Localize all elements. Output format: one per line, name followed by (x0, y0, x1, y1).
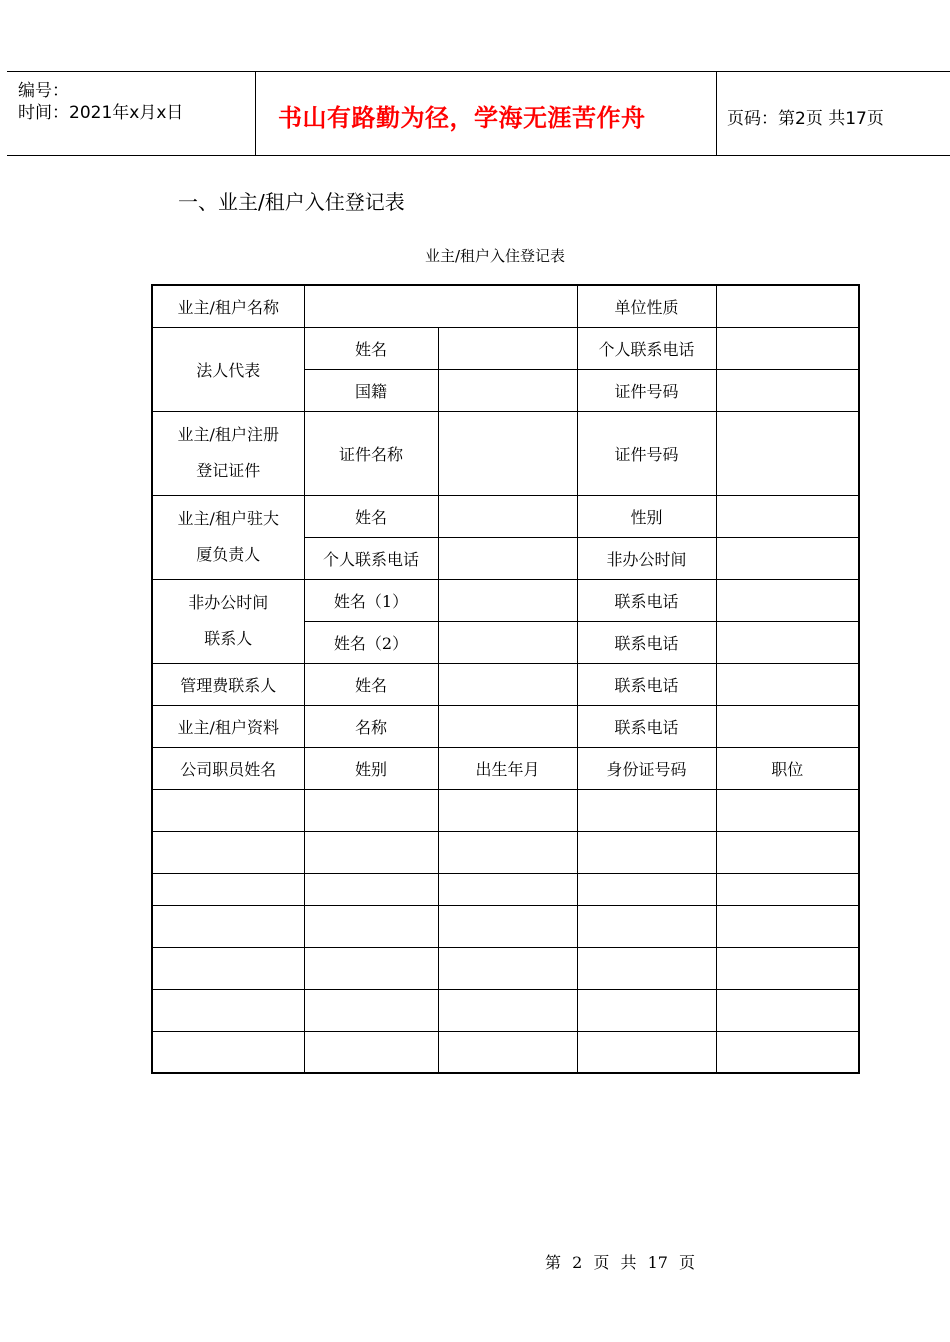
header-bottom-rule (7, 155, 950, 156)
nationality-field[interactable] (438, 369, 577, 411)
staff-name-field[interactable] (152, 905, 304, 947)
staff-position-field[interactable] (716, 905, 859, 947)
owner-info-title-field[interactable] (438, 705, 577, 747)
owner-info-title-label: 名称 (304, 705, 438, 747)
manager-name-label: 姓名 (304, 495, 438, 537)
staff-row (152, 905, 859, 947)
staff-row (152, 947, 859, 989)
staff-row (152, 873, 859, 905)
staff-id-field[interactable] (577, 989, 716, 1031)
staff-position-field[interactable] (716, 873, 859, 905)
registration-form-table (151, 284, 860, 1074)
staff-name-field[interactable] (152, 947, 304, 989)
staff-birth-field[interactable] (438, 1031, 577, 1073)
page-footer (0, 1250, 950, 1273)
staff-gender-field[interactable] (304, 1031, 438, 1073)
form-row-registration (152, 411, 859, 495)
manager-gender-field[interactable] (716, 495, 859, 537)
contact2-phone-label: 联系电话 (577, 621, 716, 663)
staff-name-field[interactable] (152, 873, 304, 905)
staff-gender-field[interactable] (304, 947, 438, 989)
staff-position-field[interactable] (716, 789, 859, 831)
staff-name-field[interactable] (152, 989, 304, 1031)
staff-header-gender: 姓别 (304, 747, 438, 789)
staff-birth-field[interactable] (438, 947, 577, 989)
owner-name-field[interactable] (304, 285, 577, 327)
contact1-name-label: 姓名（1） (304, 579, 438, 621)
header-page-label: 页码：第2页 共17页 (727, 109, 884, 129)
cert-id-number-label: 证件号码 (577, 411, 716, 495)
staff-position-field[interactable] (716, 989, 859, 1031)
manager-gender-label: 性别 (577, 495, 716, 537)
contact1-phone-label: 联系电话 (577, 579, 716, 621)
staff-id-field[interactable] (577, 831, 716, 873)
unit-nature-field[interactable] (716, 285, 859, 327)
staff-gender-field[interactable] (304, 905, 438, 947)
table-caption: 业主/租户入住登记表 (424, 247, 566, 265)
staff-row (152, 1031, 859, 1073)
registration-cert-label: 业主/租户注册登记证件 (152, 411, 304, 495)
contact1-phone-field[interactable] (716, 579, 859, 621)
staff-header-birth: 出生年月 (438, 747, 577, 789)
cert-name-label: 证件名称 (304, 411, 438, 495)
manager-phone-field[interactable] (438, 537, 577, 579)
document-date-label: 时间：2021年x月x日 (18, 103, 184, 123)
off-hours-label: 非办公时间 (577, 537, 716, 579)
staff-position-field[interactable] (716, 1031, 859, 1073)
off-hours-field[interactable] (716, 537, 859, 579)
owner-info-phone-field[interactable] (716, 705, 859, 747)
staff-id-field[interactable] (577, 789, 716, 831)
staff-gender-field[interactable] (304, 873, 438, 905)
form-row-legal-rep-1 (152, 327, 859, 369)
staff-id-field[interactable] (577, 947, 716, 989)
mgmt-fee-name-label: 姓名 (304, 663, 438, 705)
staff-header-id: 身份证号码 (577, 747, 716, 789)
legal-rep-name-field[interactable] (438, 327, 577, 369)
staff-birth-field[interactable] (438, 831, 577, 873)
section-title: 一、业主/租户入住登记表 (178, 190, 405, 214)
contact2-name-label: 姓名（2） (304, 621, 438, 663)
contact2-phone-field[interactable] (716, 621, 859, 663)
staff-birth-field[interactable] (438, 989, 577, 1031)
manager-name-field[interactable] (438, 495, 577, 537)
footer-gong: 共 (620, 1253, 637, 1272)
owner-info-label: 业主/租户资料 (152, 705, 304, 747)
staff-row (152, 989, 859, 1031)
staff-row (152, 831, 859, 873)
document-number-label: 编号： (18, 81, 69, 101)
nationality-label: 国籍 (304, 369, 438, 411)
mgmt-fee-phone-label: 联系电话 (577, 663, 716, 705)
mgmt-fee-phone-field[interactable] (716, 663, 859, 705)
mgmt-fee-contact-label: 管理费联系人 (152, 663, 304, 705)
contact1-name-field[interactable] (438, 579, 577, 621)
header-divider-2 (716, 71, 717, 155)
cert-name-field[interactable] (438, 411, 577, 495)
mgmt-fee-name-field[interactable] (438, 663, 577, 705)
contact2-name-field[interactable] (438, 621, 577, 663)
header-top-rule (7, 71, 950, 72)
id-number-label: 证件号码 (577, 369, 716, 411)
footer-ye2: 页 (679, 1253, 696, 1272)
legal-rep-label: 法人代表 (152, 327, 304, 411)
id-number-field[interactable] (716, 369, 859, 411)
legal-rep-phone-label: 个人联系电话 (577, 327, 716, 369)
staff-gender-field[interactable] (304, 989, 438, 1031)
legal-rep-phone-field[interactable] (716, 327, 859, 369)
staff-header-name: 公司职员姓名 (152, 747, 304, 789)
manager-phone-label: 个人联系电话 (304, 537, 438, 579)
owner-name-label: 业主/租户名称 (152, 285, 304, 327)
form-row-manager-1 (152, 495, 859, 537)
form-row-owner-info (152, 705, 859, 747)
staff-name-field[interactable] (152, 1031, 304, 1073)
header-motto: 书山有路勤为径，学海无涯苦作舟 (278, 104, 646, 132)
staff-position-field[interactable] (716, 947, 859, 989)
footer-total-pages: 17 (647, 1253, 668, 1272)
staff-id-field[interactable] (577, 1031, 716, 1073)
staff-id-field[interactable] (577, 905, 716, 947)
form-row-mgmt-fee (152, 663, 859, 705)
staff-position-field[interactable] (716, 831, 859, 873)
staff-name-field[interactable] (152, 831, 304, 873)
header-divider-1 (255, 71, 256, 155)
staff-row (152, 789, 859, 831)
form-row-off-hours-1 (152, 579, 859, 621)
staff-id-field[interactable] (577, 873, 716, 905)
legal-rep-name-label: 姓名 (304, 327, 438, 369)
staff-gender-field[interactable] (304, 831, 438, 873)
staff-birth-field[interactable] (438, 905, 577, 947)
staff-birth-field[interactable] (438, 873, 577, 905)
staff-gender-field[interactable] (304, 789, 438, 831)
form-row-owner (152, 285, 859, 327)
footer-ye: 页 (593, 1253, 610, 1272)
building-manager-label: 业主/租户驻大厦负责人 (152, 495, 304, 579)
unit-nature-label: 单位性质 (577, 285, 716, 327)
staff-name-field[interactable] (152, 789, 304, 831)
staff-header-row (152, 747, 859, 789)
footer-di: 第 (544, 1253, 561, 1272)
owner-info-phone-label: 联系电话 (577, 705, 716, 747)
cert-id-number-field[interactable] (716, 411, 859, 495)
staff-header-position: 职位 (716, 747, 859, 789)
staff-birth-field[interactable] (438, 789, 577, 831)
off-hours-contact-label: 非办公时间联系人 (152, 579, 304, 663)
footer-page-number: 2 (572, 1253, 583, 1272)
